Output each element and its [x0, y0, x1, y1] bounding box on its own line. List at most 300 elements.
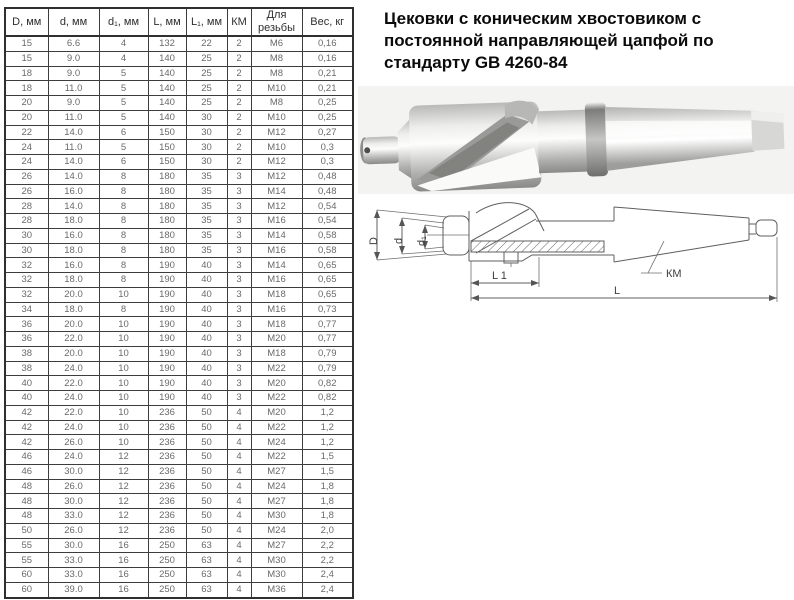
- dimension-diagram-svg: [364, 197, 790, 311]
- cell: 190: [148, 376, 186, 391]
- col-header-L1: L₁, мм: [186, 8, 227, 36]
- cell: 50: [5, 523, 48, 538]
- cell: 9.0: [48, 96, 99, 111]
- cell: 14.0: [48, 169, 99, 184]
- cell: 48: [5, 509, 48, 524]
- cell: 40: [186, 376, 227, 391]
- cell: 30.0: [48, 494, 99, 509]
- cell: 190: [148, 287, 186, 302]
- cell: 2: [227, 140, 251, 155]
- cell: 50: [186, 450, 227, 465]
- cell: 180: [148, 228, 186, 243]
- cell: М20: [251, 405, 302, 420]
- table-row: [5, 140, 353, 155]
- table-row: [5, 317, 353, 332]
- cell: 1,2: [302, 405, 353, 420]
- cell: М24: [251, 479, 302, 494]
- cell: 8: [99, 273, 148, 288]
- cell: 0,16: [302, 36, 353, 51]
- cell: 10: [99, 317, 148, 332]
- cell: 26: [5, 169, 48, 184]
- cell: М12: [251, 199, 302, 214]
- cell: 0,3: [302, 140, 353, 155]
- cell: 2: [227, 155, 251, 170]
- cell: 10: [99, 376, 148, 391]
- page-title: Цековки с коническим хвостовиком с постоянной направляющей цапфой по стандарту GB 4260-84: [384, 9, 714, 73]
- cell: 1,8: [302, 509, 353, 524]
- cell: 1,5: [302, 450, 353, 465]
- cell: 40: [186, 317, 227, 332]
- cell: 8: [99, 243, 148, 258]
- table-row: [5, 376, 353, 391]
- table-row: [5, 538, 353, 553]
- cell: 5: [99, 140, 148, 155]
- cell: М27: [251, 494, 302, 509]
- cell: 4: [227, 553, 251, 568]
- dim-label-L1: L 1: [492, 270, 507, 282]
- cell: 0,25: [302, 110, 353, 125]
- cell: 0,54: [302, 199, 353, 214]
- table-row: [5, 479, 353, 494]
- cell: М24: [251, 523, 302, 538]
- cell: 25: [186, 51, 227, 66]
- cell: 190: [148, 317, 186, 332]
- cell: 4: [227, 538, 251, 553]
- cell: 150: [148, 125, 186, 140]
- cell: 2,4: [302, 568, 353, 583]
- cell: 18: [5, 81, 48, 96]
- cell: 12: [99, 494, 148, 509]
- cell: 14.0: [48, 125, 99, 140]
- table-row: [5, 36, 353, 51]
- cell: 34: [5, 302, 48, 317]
- cell: 63: [186, 582, 227, 598]
- cell: 40: [186, 391, 227, 406]
- table-row: [5, 228, 353, 243]
- cell: 236: [148, 509, 186, 524]
- cell: 0,77: [302, 332, 353, 347]
- cell: 0,58: [302, 243, 353, 258]
- cell: 2: [227, 110, 251, 125]
- dim-label-d: d: [393, 237, 405, 244]
- cell: 15: [5, 51, 48, 66]
- table-row: [5, 464, 353, 479]
- cell: 10: [99, 332, 148, 347]
- cell: 0,82: [302, 391, 353, 406]
- cell: М12: [251, 125, 302, 140]
- cell: 24: [5, 140, 48, 155]
- cell: 50: [186, 479, 227, 494]
- col-header-d1: d₁, мм: [99, 8, 148, 36]
- cell: М16: [251, 214, 302, 229]
- cell: 11.0: [48, 140, 99, 155]
- cell: 46: [5, 450, 48, 465]
- cell: 35: [186, 169, 227, 184]
- col-header-weight: Вес, кг: [302, 8, 353, 36]
- cell: 25: [186, 66, 227, 81]
- cell: 18: [5, 66, 48, 81]
- cell: 0,65: [302, 287, 353, 302]
- cell: М36: [251, 582, 302, 598]
- table-row: [5, 494, 353, 509]
- cell: 12: [99, 523, 148, 538]
- dim-label-d1: d₁: [416, 236, 428, 246]
- cell: 4: [227, 568, 251, 583]
- cell: 10: [99, 287, 148, 302]
- cell: 8: [99, 302, 148, 317]
- cell: 180: [148, 243, 186, 258]
- dim-label-L: L: [614, 285, 621, 297]
- cell: 30: [186, 155, 227, 170]
- cell: 18.0: [48, 273, 99, 288]
- cell: 236: [148, 450, 186, 465]
- cell: 1,2: [302, 420, 353, 435]
- cell: 3: [227, 391, 251, 406]
- cell: М22: [251, 361, 302, 376]
- cell: 0,73: [302, 302, 353, 317]
- cell: 22.0: [48, 332, 99, 347]
- cell: 190: [148, 346, 186, 361]
- cell: 55: [5, 538, 48, 553]
- cell: 33.0: [48, 553, 99, 568]
- cell: 14.0: [48, 199, 99, 214]
- cell: 24.0: [48, 420, 99, 435]
- header-row: [5, 8, 353, 36]
- cell: 140: [148, 66, 186, 81]
- cell: 32: [5, 258, 48, 273]
- cell: 180: [148, 214, 186, 229]
- cell: 40: [186, 332, 227, 347]
- table-row: [5, 243, 353, 258]
- cell: 3: [227, 332, 251, 347]
- cell: М8: [251, 96, 302, 111]
- cell: 180: [148, 169, 186, 184]
- cell: 3: [227, 376, 251, 391]
- cell: М27: [251, 538, 302, 553]
- cell: 5: [99, 66, 148, 81]
- cell: 60: [5, 568, 48, 583]
- cell: 140: [148, 96, 186, 111]
- cell: 35: [186, 228, 227, 243]
- cell: 26.0: [48, 435, 99, 450]
- cell: 20.0: [48, 287, 99, 302]
- cell: 180: [148, 199, 186, 214]
- cell: 4: [227, 523, 251, 538]
- cell: 2: [227, 96, 251, 111]
- table-row: [5, 332, 353, 347]
- cell: 42: [5, 420, 48, 435]
- cell: М6: [251, 36, 302, 51]
- cell: 3: [227, 228, 251, 243]
- cell: 50: [186, 405, 227, 420]
- cell: 16.0: [48, 184, 99, 199]
- cell: 40: [5, 376, 48, 391]
- cell: 1,5: [302, 464, 353, 479]
- cell: 8: [99, 258, 148, 273]
- table-row: [5, 391, 353, 406]
- cell: 2: [227, 125, 251, 140]
- cell: 3: [227, 258, 251, 273]
- cell: 10: [99, 405, 148, 420]
- cell: 35: [186, 214, 227, 229]
- cell: 140: [148, 51, 186, 66]
- table-row: [5, 66, 353, 81]
- cell: 63: [186, 553, 227, 568]
- col-header-thread: Для резьбы: [251, 8, 302, 36]
- table-row: [5, 155, 353, 170]
- table-row: [5, 420, 353, 435]
- col-header-D: D, мм: [5, 8, 48, 36]
- cell: 24.0: [48, 450, 99, 465]
- cell: 32: [5, 273, 48, 288]
- cell: 0,54: [302, 214, 353, 229]
- cell: 30: [186, 110, 227, 125]
- cell: 5: [99, 96, 148, 111]
- cell: 16: [99, 568, 148, 583]
- table-row: [5, 199, 353, 214]
- cell: 190: [148, 361, 186, 376]
- cell: 12: [99, 450, 148, 465]
- cell: М18: [251, 346, 302, 361]
- cell: 236: [148, 435, 186, 450]
- cell: М10: [251, 110, 302, 125]
- cell: 236: [148, 523, 186, 538]
- cell: 55: [5, 553, 48, 568]
- cell: 0,25: [302, 96, 353, 111]
- cell: 50: [186, 523, 227, 538]
- spec-table: [4, 7, 354, 599]
- col-header-L: L, мм: [148, 8, 186, 36]
- cell: М20: [251, 332, 302, 347]
- table-row: [5, 273, 353, 288]
- cell: 38: [5, 361, 48, 376]
- cell: 150: [148, 155, 186, 170]
- table-row: [5, 509, 353, 524]
- cell: 42: [5, 435, 48, 450]
- cell: 63: [186, 538, 227, 553]
- cell: 4: [227, 582, 251, 598]
- table-row: [5, 582, 353, 598]
- table-row: [5, 405, 353, 420]
- cell: 4: [227, 494, 251, 509]
- cell: 10: [99, 361, 148, 376]
- cell: М18: [251, 317, 302, 332]
- cell: 25: [186, 96, 227, 111]
- cell: М16: [251, 273, 302, 288]
- table-row: [5, 169, 353, 184]
- cell: 2,2: [302, 553, 353, 568]
- cell: М30: [251, 509, 302, 524]
- cell: 190: [148, 332, 186, 347]
- cell: 30.0: [48, 538, 99, 553]
- cell: 0,79: [302, 361, 353, 376]
- table-row: [5, 568, 353, 583]
- cell: 10: [99, 346, 148, 361]
- cell: М27: [251, 464, 302, 479]
- table-row: [5, 346, 353, 361]
- cell: 50: [186, 435, 227, 450]
- cell: 250: [148, 538, 186, 553]
- cell: М10: [251, 81, 302, 96]
- cell: М10: [251, 140, 302, 155]
- cell: 3: [227, 243, 251, 258]
- cell: 3: [227, 199, 251, 214]
- cell: М16: [251, 243, 302, 258]
- cell: 236: [148, 420, 186, 435]
- cell: 1,8: [302, 494, 353, 509]
- cell: 50: [186, 494, 227, 509]
- cell: 18.0: [48, 214, 99, 229]
- cell: 1,2: [302, 435, 353, 450]
- cell: 50: [186, 509, 227, 524]
- cell: 35: [186, 199, 227, 214]
- cell: 0,48: [302, 169, 353, 184]
- cell: М24: [251, 435, 302, 450]
- cell: М18: [251, 287, 302, 302]
- cell: 0,79: [302, 346, 353, 361]
- cell: 0,65: [302, 258, 353, 273]
- cell: 40: [186, 258, 227, 273]
- table-row: [5, 302, 353, 317]
- cell: 10: [99, 391, 148, 406]
- cell: 4: [227, 420, 251, 435]
- cell: 3: [227, 184, 251, 199]
- cell: 0,65: [302, 273, 353, 288]
- cell: 180: [148, 184, 186, 199]
- cell: 30: [186, 125, 227, 140]
- table-row: [5, 361, 353, 376]
- cell: 0,48: [302, 184, 353, 199]
- cell: 0,16: [302, 51, 353, 66]
- cell: 33.0: [48, 568, 99, 583]
- cell: 40: [5, 391, 48, 406]
- cell: 16.0: [48, 228, 99, 243]
- cell: М14: [251, 184, 302, 199]
- cell: М8: [251, 51, 302, 66]
- cell: 16.0: [48, 258, 99, 273]
- cell: 16: [99, 538, 148, 553]
- cell: 16: [99, 553, 148, 568]
- cell: М30: [251, 568, 302, 583]
- cell: 26: [5, 184, 48, 199]
- cell: 3: [227, 169, 251, 184]
- product-photo: [358, 86, 794, 194]
- cell: 0,82: [302, 376, 353, 391]
- cell: 50: [186, 420, 227, 435]
- cell: 0,21: [302, 81, 353, 96]
- cell: 46: [5, 464, 48, 479]
- cell: 36: [5, 317, 48, 332]
- cell: 40: [186, 361, 227, 376]
- cell: 38: [5, 346, 48, 361]
- cell: 30: [5, 228, 48, 243]
- table-row: [5, 523, 353, 538]
- cell: 24.0: [48, 361, 99, 376]
- cell: М12: [251, 169, 302, 184]
- cell: 48: [5, 494, 48, 509]
- cell: 32: [5, 287, 48, 302]
- dimension-diagram: [364, 197, 790, 311]
- cell: 40: [186, 346, 227, 361]
- cell: 4: [227, 479, 251, 494]
- cell: 132: [148, 36, 186, 51]
- cell: 3: [227, 302, 251, 317]
- table-row: [5, 96, 353, 111]
- cell: 40: [186, 302, 227, 317]
- table-row: [5, 287, 353, 302]
- cell: 2: [227, 51, 251, 66]
- cell: 4: [227, 464, 251, 479]
- cell: 18.0: [48, 243, 99, 258]
- cell: 22: [5, 125, 48, 140]
- cell: 15: [5, 36, 48, 51]
- cell: 4: [99, 36, 148, 51]
- table-row: [5, 450, 353, 465]
- cell: 6: [99, 125, 148, 140]
- cell: 22.0: [48, 376, 99, 391]
- cell: 3: [227, 361, 251, 376]
- cell: 48: [5, 479, 48, 494]
- cell: 190: [148, 273, 186, 288]
- cell: 2,2: [302, 538, 353, 553]
- cell: М12: [251, 155, 302, 170]
- table-row: [5, 184, 353, 199]
- cell: 26.0: [48, 479, 99, 494]
- cell: М14: [251, 228, 302, 243]
- cell: 30.0: [48, 464, 99, 479]
- cell: 4: [99, 51, 148, 66]
- cell: М30: [251, 553, 302, 568]
- cell: 236: [148, 405, 186, 420]
- cell: 20: [5, 96, 48, 111]
- cell: 24.0: [48, 391, 99, 406]
- cell: 2,0: [302, 523, 353, 538]
- cell: 20.0: [48, 317, 99, 332]
- cell: 24: [5, 155, 48, 170]
- cell: 30: [186, 140, 227, 155]
- table-body: [5, 36, 353, 598]
- cell: 4: [227, 405, 251, 420]
- cell: 236: [148, 464, 186, 479]
- cell: 6.6: [48, 36, 99, 51]
- cell: 28: [5, 199, 48, 214]
- cell: 190: [148, 302, 186, 317]
- cell: 63: [186, 568, 227, 583]
- cell: 9.0: [48, 66, 99, 81]
- cell: 6: [99, 155, 148, 170]
- cell: 10: [99, 420, 148, 435]
- cell: 35: [186, 243, 227, 258]
- cell: 4: [227, 435, 251, 450]
- cell: М22: [251, 420, 302, 435]
- table-row: [5, 81, 353, 96]
- cell: 8: [99, 184, 148, 199]
- cell: 3: [227, 214, 251, 229]
- cell: 10: [99, 435, 148, 450]
- cell: М22: [251, 391, 302, 406]
- cell: 12: [99, 509, 148, 524]
- cell: 18.0: [48, 302, 99, 317]
- cell: 28: [5, 214, 48, 229]
- cell: 2,4: [302, 582, 353, 598]
- cell: 4: [227, 450, 251, 465]
- table-row: [5, 125, 353, 140]
- cell: 40: [186, 273, 227, 288]
- cell: 8: [99, 169, 148, 184]
- cell: 250: [148, 568, 186, 583]
- dim-label-KM: КМ: [666, 268, 682, 280]
- cell: 8: [99, 228, 148, 243]
